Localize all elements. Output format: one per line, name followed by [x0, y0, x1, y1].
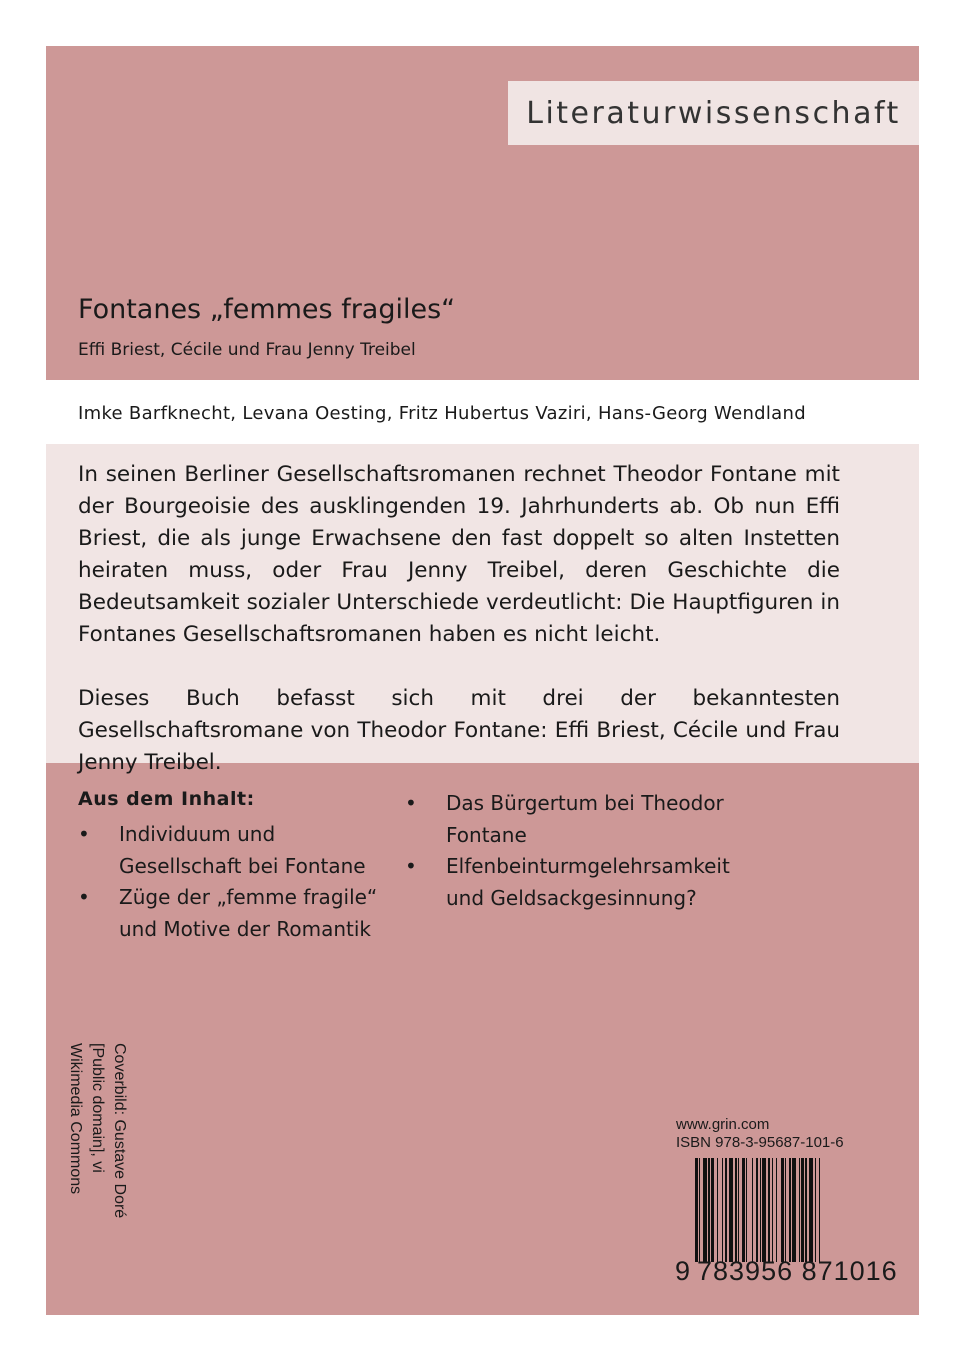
blurb-paragraph: In seinen Berliner Gesellschaftsromanen rechnet Theodor Fontane mit der Bourgeoisie des ausklingenden 19. Jahrhunderts ab. Ob nun Effi Briest, die als junge Erwachsene den fast doppelt so alten Instetten heiraten muss, oder Frau Jenny Treibel, deren Geschichte die Bedeutsamkeit sozialer Unterschiede verdeutlicht: Die Hauptfiguren in Fontanes Gesellschaftsromanen haben es nicht leicht. — [78, 462, 840, 647]
cover-image-credit — [62, 1043, 130, 1228]
barcode-bar — [820, 1158, 823, 1262]
list-item: • Das Bürgertum bei Theodor Fontane — [405, 788, 725, 851]
blurb — [78, 459, 840, 811]
bullet-icon: • — [78, 822, 90, 846]
book-title: Fontanes „femmes fragiles“ — [78, 294, 456, 325]
bullet-icon: • — [78, 885, 90, 909]
series-text: Literaturwissenschaft — [526, 95, 901, 131]
book-back-cover — [46, 46, 919, 1315]
credit-line: Coverbild: Gustave Doré — [111, 1043, 128, 1219]
credit-line: [Public domain], vi — [89, 1043, 106, 1173]
blurb-paragraph: Dieses Buch befasst sich mit drei der bekanntesten Gesellschaftsromane von Theodor Fontane: Effi Briest, Cécile und Frau Jenny Treibel. — [78, 686, 840, 775]
barcode-icon — [695, 1158, 895, 1262]
credit-line: Wikimedia Commons — [67, 1043, 84, 1195]
publisher-url: www.grin.com — [676, 1116, 770, 1133]
contents-heading: Aus dem Inhalt: — [78, 788, 255, 810]
list-item: • Elfenbeinturmgelehrsamkeit und Geldsackgesinnung? — [405, 851, 725, 914]
contents-list — [405, 788, 730, 914]
book-subtitle: Effi Briest, Cécile und Frau Jenny Treibel — [78, 340, 416, 360]
authors: Imke Barfknecht, Levana Oesting, Fritz Hubertus Vaziri, Hans-Georg Wendland — [78, 403, 806, 424]
series-label — [508, 81, 919, 145]
barcode-block: www.grin.com ISBN 978-3-95687-101-6 9 783956 871016 — [675, 1116, 898, 1286]
list-item: • Individuum und Gesellschaft bei Fontane — [78, 819, 378, 882]
contents-list — [78, 819, 378, 945]
bullet-icon: • — [405, 791, 417, 815]
bullet-icon: • — [405, 854, 417, 878]
list-item: • Züge der „femme fragile“ und Motive der Romantik — [78, 882, 378, 945]
isbn: ISBN 978-3-95687-101-6 — [676, 1134, 844, 1151]
